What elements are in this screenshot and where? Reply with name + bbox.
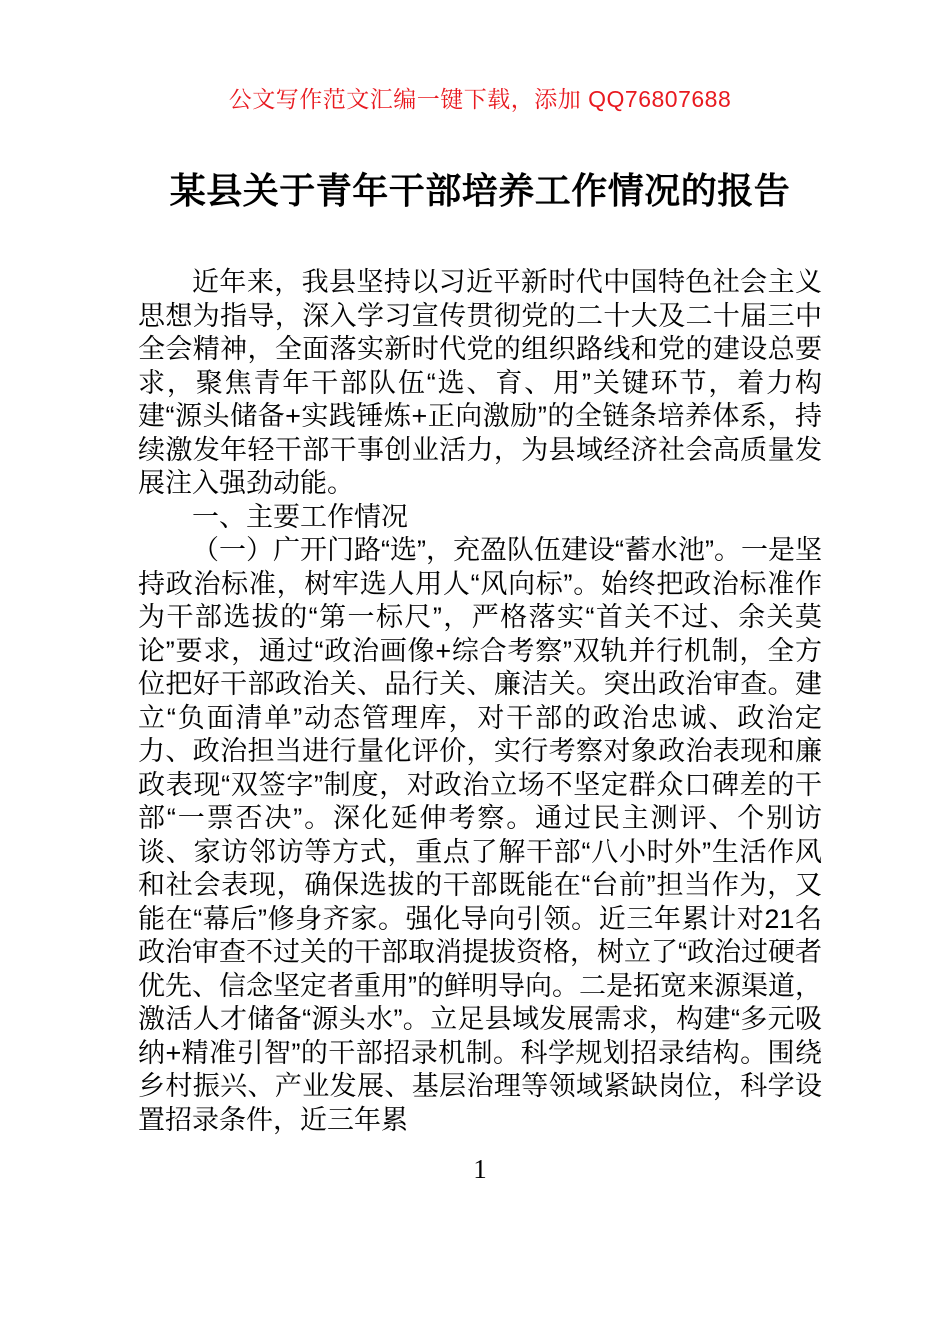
section-paragraph: （一）广开门路“选”，充盈队伍建设“蓄水池”。一是坚持政治标准，树牢选人用人“风向标”。始终把政治标准作为干部选拔的“第一标尺”，严格落实“首关不过、余关莫论”要求，通过“政治画像+综合考察”双轨并行机制，全方位把好干部政治关、品行关、廉洁关。突出政治审查。建立“负面清单”动态管理库，对干部的政治忠诚、政治定力、政治担当进行量化评价，实行考察对象政治表现和廉政表现“双签字”制度，对政治立场不坚定群众口碑差的干部“一票否决”。深化延伸考察。通过民主测评、个别访谈、家访邻访等方式，重点了解干部“八小时外”生活作风和社会表现，确保选拔的干部既能在“台前”担当作为，又能在“幕后”修身齐家。强化导向引领。近三年累计对21名政治审查不过关的干部取消提拔资格，树立了“政治过硬者优先、信念坚定者重用”的鲜明导向。二是拓宽来源渠道，激活人才储备“源头水”。立足县域发展需求，构建“多元吸纳+精准引智”的干部招录机制。科学规划招录结构。围绕乡村振兴、产业发展、基层治理等领域紧缺岗位，科学设置招录条件，近三年累 [138, 535, 822, 1135]
page-footer [138, 1153, 822, 1186]
document-title: 某县关于青年干部培养工作情况的报告 [169, 170, 791, 211]
section-heading: 一、主要工作情况 [192, 501, 408, 532]
intro-paragraph: 近年来，我县坚持以习近平新时代中国特色社会主义思想为指导，深入学习宣传贯彻党的二十大及二十届三中全会精神，全面落实新时代党的组织路线和党的建设总要求，聚焦青年干部队伍“选、育、用”关键环节，着力构建“源头储备+实践锤炼+正向激励”的全链条培养体系，持续激发年轻干部干事创业活力，为县域经济社会高质量发展注入强劲动能。 [138, 267, 822, 498]
content-column [138, 0, 822, 1186]
document-body [138, 266, 822, 1137]
header-notice: 公文写作范文汇编一键下载，添加 QQ76807688 [228, 86, 732, 112]
page-number: 1 [473, 1154, 487, 1184]
